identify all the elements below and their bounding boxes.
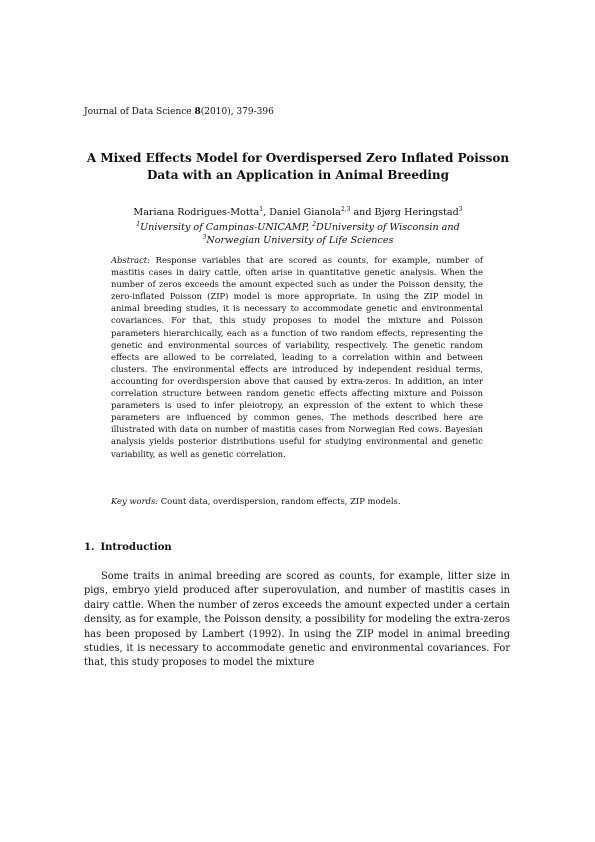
- title-line-2: Data with an Application in Animal Breeding: [146, 168, 450, 182]
- paper-title: [60, 150, 536, 184]
- keywords-text: Count data, overdispersion, random effects, ZIP models.: [158, 496, 401, 506]
- keywords: [111, 496, 483, 506]
- affiliations: [60, 221, 536, 247]
- affiliation-line-2: [60, 234, 536, 247]
- affiliation-1: University of Campinas-UNICAMP,: [140, 222, 313, 233]
- title-line-1: A Mixed Effects Model for Overdispersed Zero Inflated Poisson: [86, 151, 510, 165]
- intro-paragraph: Some traits in animal breeding are scored as counts, for example, litter size in pigs, embryo yield produced after superovulation, and number of mastitis cases in dairy cattle. When the number of zeros exceeds the amount expected under a certain density, as for example, the Poisson density, a possibility for modeling the extra-zeros has been proposed by Lambert (1992). In using the ZIP model in animal breeding studies, it is necessary to accommodate genetic and environmental covariances. For that, this study proposes to model the mixture: [84, 571, 510, 669]
- keywords-label: Key words:: [111, 496, 159, 506]
- journal-volume: 8: [194, 107, 201, 117]
- author-1-affil-mark: 1: [259, 205, 264, 213]
- author-3: Bjørg Heringstad: [374, 207, 459, 218]
- journal-name: Journal of Data Science: [84, 107, 192, 117]
- affiliation-3: Norwegian University of Life Sciences: [206, 235, 394, 246]
- section-title: Introduction: [100, 542, 172, 553]
- affiliation-2: DUniversity of Wisconsin and: [316, 222, 460, 233]
- author-separator: and: [350, 207, 375, 218]
- journal-year-pages: (2010), 379-396: [200, 107, 274, 117]
- journal-header: [84, 107, 274, 117]
- affil-mark-2: 2: [312, 220, 317, 228]
- abstract-label: Abstract: [111, 255, 148, 265]
- abstract: [111, 254, 483, 460]
- affil-mark-3: 3: [202, 233, 207, 241]
- abstract-text: : Response variables that are scored as counts, for example, number of mastitis cases in dairy cattle, often arise in quantitative genetic analysis. When the number of zeros exceeds the amount expected such as under the Poisson density, the zero-inflated Poisson (ZIP) model is more appropriate. In using the ZIP model in animal breeding studies, it is necessary to accommodate genetic and environmental covariances. For that, this study proposes to model the mixture and Poisson parameters hierarchically, each as a function of two random effects, representing the genetic and environmental sources of variability, respectively. The genetic random effects are allowed to be correlated, leading to a correlation within and between clusters. The environmental effects are introduced by independent residual terms, accounting for overdispersion above that caused by extra-zeros. In addition, an inter correlation structure between random genetic effects affecting mixture and Poisson parameters is used to infer pleiotropy, an expression of the extent to which these parameters are influenced by common genes. The methods described here are illustrated with data on number of mastitis cases from Norwegian Red cows. Bayesian analysis yields posterior distributions useful for studying environmental and genetic variability, as well as genetic correlation.: [111, 255, 483, 459]
- author-2-affil-mark: 2,3: [340, 205, 351, 213]
- affil-mark-1: 1: [136, 220, 141, 228]
- section-number: 1.: [84, 542, 95, 553]
- author-1: Mariana Rodrigues-Motta: [133, 207, 260, 218]
- author-list: [60, 206, 536, 219]
- author-2: Daniel Gianola: [269, 207, 341, 218]
- author-separator: ,: [263, 207, 270, 218]
- affiliation-line-1: [60, 221, 536, 234]
- section-heading: [84, 542, 172, 553]
- author-3-affil-mark: 3: [458, 205, 463, 213]
